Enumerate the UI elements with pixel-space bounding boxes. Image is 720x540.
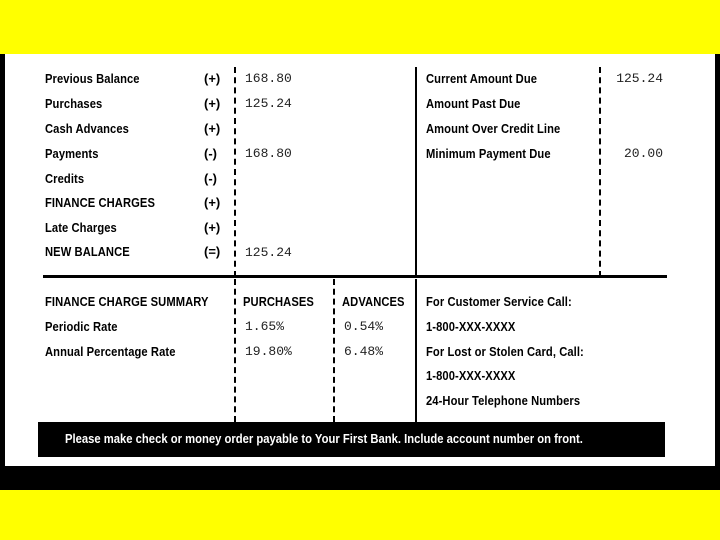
credits-sign: (-): [204, 171, 217, 186]
current-amount-due-value: 125.24: [616, 71, 663, 86]
section-divider: [43, 275, 667, 278]
customer-service-phone: 1-800-XXX-XXXX: [426, 319, 516, 334]
new-balance-value: 125.24: [245, 245, 292, 260]
new-balance-sign: (=): [204, 244, 221, 259]
top-yellow-band: [0, 0, 720, 54]
divider-upper-middle: [415, 67, 417, 277]
payments-sign: (-): [204, 146, 217, 161]
divider-upper-right: [599, 67, 601, 277]
finance-charges-label: FINANCE CHARGES: [45, 195, 155, 210]
customer-service-label: For Customer Service Call:: [426, 294, 572, 309]
previous-balance-label: Previous Balance: [45, 71, 140, 86]
finance-charges-sign: (+): [204, 195, 221, 210]
purchases-label: Purchases: [45, 96, 103, 111]
previous-balance-value: 168.80: [245, 71, 292, 86]
credits-label: Credits: [45, 171, 85, 186]
cash-advances-sign: (+): [204, 121, 221, 136]
apr-advances: 6.48%: [344, 344, 384, 359]
statement-paper: [2, 54, 718, 469]
hours-note: 24-Hour Telephone Numbers: [426, 393, 581, 408]
minimum-payment-due-value: 20.00: [623, 146, 663, 161]
minimum-payment-due-label: Minimum Payment Due: [426, 146, 551, 161]
divider-lower-left: [234, 279, 236, 422]
previous-balance-sign: (+): [204, 71, 221, 86]
bottom-yellow-band: [0, 490, 720, 540]
advances-column-header: ADVANCES: [342, 294, 405, 309]
purchases-value: 125.24: [245, 96, 292, 111]
amount-past-due-label: Amount Past Due: [426, 96, 521, 111]
lost-card-label: For Lost or Stolen Card, Call:: [426, 344, 584, 359]
divider-lower-right: [415, 279, 417, 422]
payment-instructions-banner: [38, 422, 665, 457]
payments-value: 168.80: [245, 146, 292, 161]
new-balance-label: NEW BALANCE: [45, 244, 130, 259]
finance-charge-summary-title: FINANCE CHARGE SUMMARY: [45, 294, 209, 309]
divider-upper-left: [234, 67, 236, 277]
divider-lower-middle: [333, 279, 335, 422]
payment-instructions-text: Please make check or money order payable to Your First Bank. Include account number on front.: [65, 432, 583, 446]
late-charges-sign: (+): [204, 220, 221, 235]
periodic-rate-purchases: 1.65%: [245, 319, 285, 334]
lost-card-phone: 1-800-XXX-XXXX: [426, 368, 516, 383]
apr-label: Annual Percentage Rate: [45, 344, 176, 359]
periodic-rate-label: Periodic Rate: [45, 319, 118, 334]
late-charges-label: Late Charges: [45, 220, 117, 235]
apr-purchases: 19.80%: [245, 344, 292, 359]
cash-advances-label: Cash Advances: [45, 121, 129, 136]
amount-over-credit-line-label: Amount Over Credit Line: [426, 121, 561, 136]
purchases-sign: (+): [204, 96, 221, 111]
purchases-column-header: PURCHASES: [243, 294, 314, 309]
periodic-rate-advances: 0.54%: [344, 319, 384, 334]
payments-label: Payments: [45, 146, 99, 161]
current-amount-due-label: Current Amount Due: [426, 71, 538, 86]
